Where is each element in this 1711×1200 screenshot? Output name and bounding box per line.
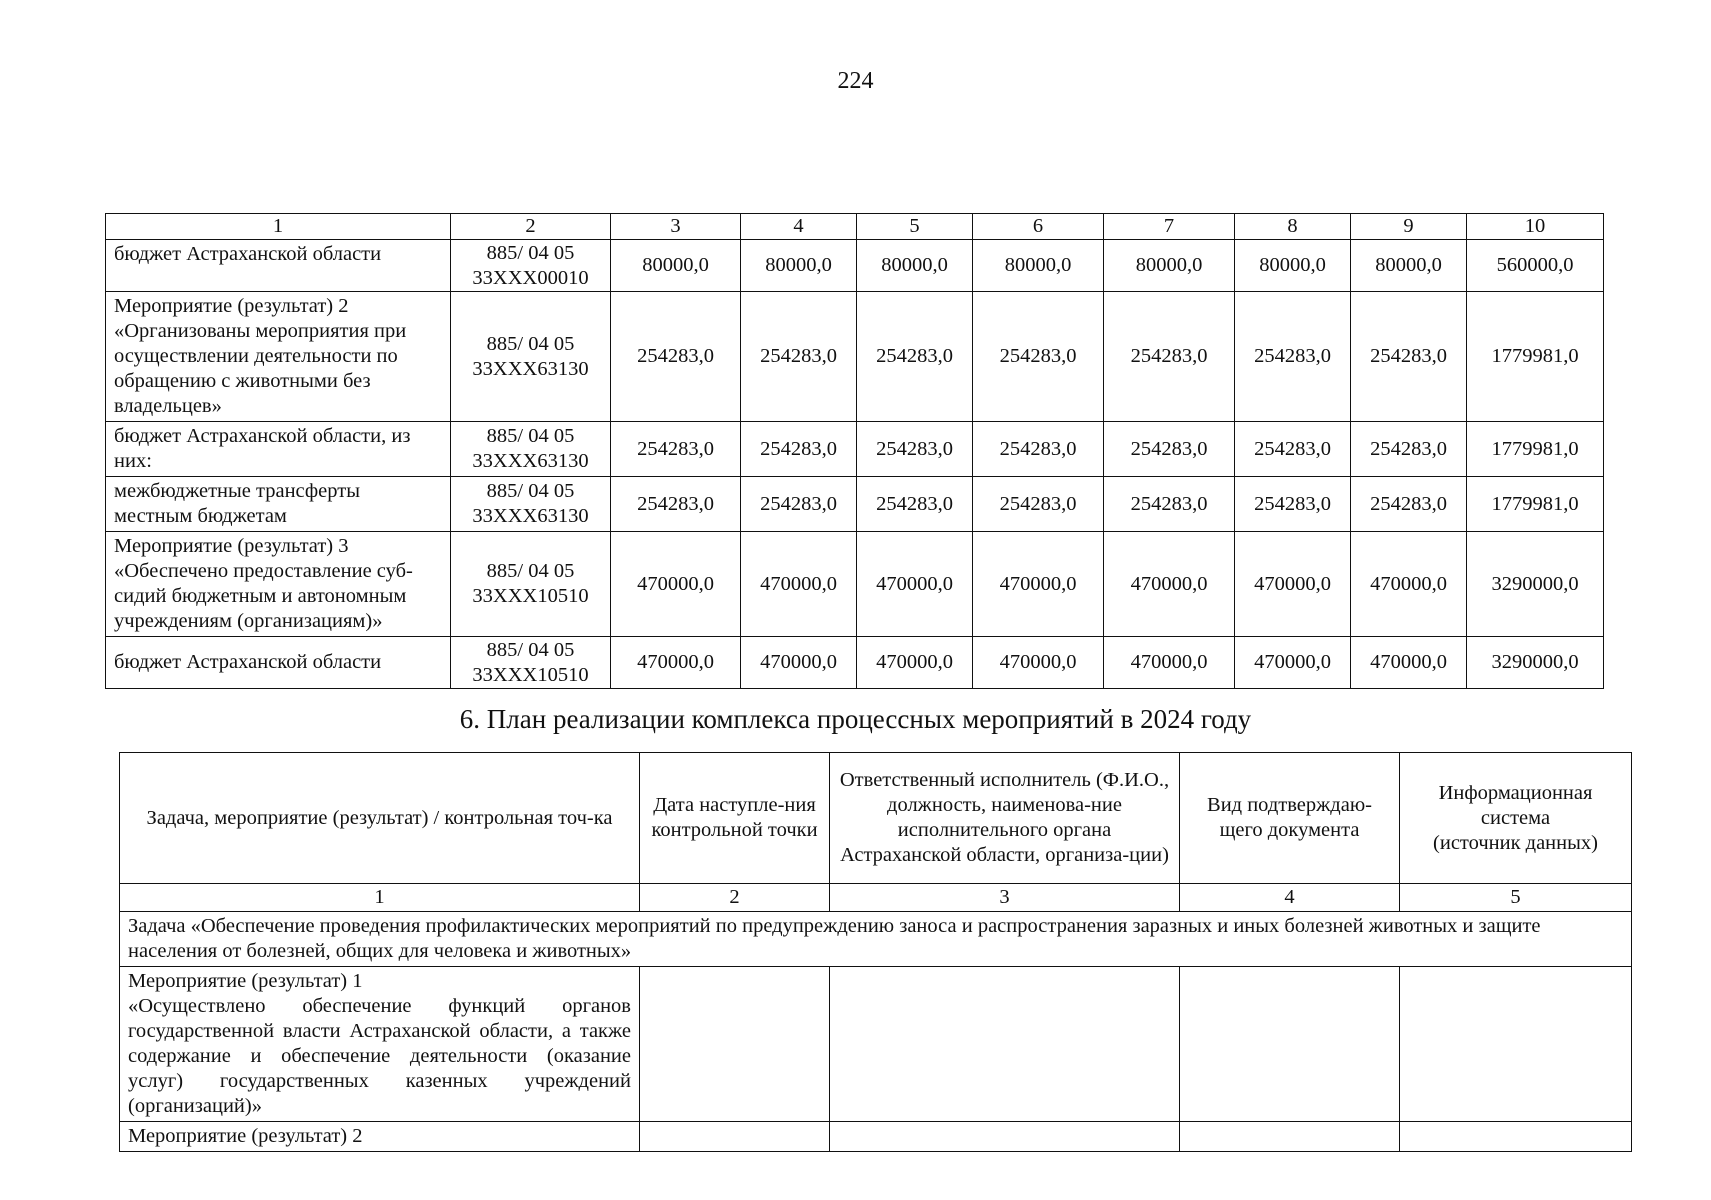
row-label: Мероприятие (результат) 2 «Организованы мероприятия при осуществлении деятельности по обращению с животными без владельцев» bbox=[106, 292, 451, 422]
value-cell: 80000,0 bbox=[1104, 240, 1235, 292]
plan-table-header bbox=[120, 753, 1632, 884]
header-cell: Вид подтверждаю-щего документа bbox=[1180, 753, 1400, 884]
column-number: 1 bbox=[120, 884, 640, 912]
column-number: 5 bbox=[1400, 884, 1632, 912]
value-cell: 470000,0 bbox=[1104, 637, 1235, 689]
value-cell: 254283,0 bbox=[741, 477, 857, 532]
total-cell: 1779981,0 bbox=[1467, 477, 1604, 532]
column-number: 9 bbox=[1351, 214, 1467, 240]
total-cell: 3290000,0 bbox=[1467, 637, 1604, 689]
column-number: 10 bbox=[1467, 214, 1604, 240]
value-cell: 470000,0 bbox=[1351, 637, 1467, 689]
value-cell: 470000,0 bbox=[857, 532, 973, 637]
value-cell: 254283,0 bbox=[1104, 477, 1235, 532]
header-cell: Информационная система (источник данных) bbox=[1400, 753, 1632, 884]
value-cell: 80000,0 bbox=[611, 240, 741, 292]
header-cell: Ответственный исполнитель (Ф.И.О., должность, наименова-ние исполнительного органа Астраханской области, организа-ции) bbox=[830, 753, 1180, 884]
value-cell: 254283,0 bbox=[1235, 477, 1351, 532]
column-number: 7 bbox=[1104, 214, 1235, 240]
funding-table-column-numbers bbox=[106, 214, 1604, 240]
column-number: 2 bbox=[451, 214, 611, 240]
value-cell: 254283,0 bbox=[1351, 422, 1467, 477]
table-row bbox=[120, 1122, 1632, 1152]
value-cell: 80000,0 bbox=[741, 240, 857, 292]
empty-cell bbox=[1400, 1122, 1632, 1152]
table-row bbox=[106, 477, 1604, 532]
page-number: 224 bbox=[837, 68, 874, 94]
value-cell: 254283,0 bbox=[857, 477, 973, 532]
column-number: 4 bbox=[1180, 884, 1400, 912]
column-number: 2 bbox=[640, 884, 830, 912]
value-cell: 80000,0 bbox=[1351, 240, 1467, 292]
column-number: 3 bbox=[830, 884, 1180, 912]
row-label: бюджет Астраханской области bbox=[106, 637, 451, 689]
column-number: 8 bbox=[1235, 214, 1351, 240]
value-cell: 254283,0 bbox=[973, 292, 1104, 422]
value-cell: 254283,0 bbox=[1351, 292, 1467, 422]
value-cell: 470000,0 bbox=[973, 532, 1104, 637]
plan-table-column-numbers bbox=[120, 884, 1632, 912]
row-label: Мероприятие (результат) 3 «Обеспечено предоставление суб-сидий бюджетным и автономным учреждениям (организациям)» bbox=[106, 532, 451, 637]
value-cell: 80000,0 bbox=[1235, 240, 1351, 292]
event-cell: Мероприятие (результат) 2 bbox=[120, 1122, 640, 1152]
value-cell: 470000,0 bbox=[1235, 532, 1351, 637]
total-cell: 1779981,0 bbox=[1467, 422, 1604, 477]
row-label: межбюджетные трансферты местным бюджетам bbox=[106, 477, 451, 532]
empty-cell bbox=[640, 1122, 830, 1152]
section-title: 6. План реализации комплекса процессных мероприятий в 2024 году bbox=[459, 704, 1252, 734]
value-cell: 470000,0 bbox=[741, 637, 857, 689]
value-cell: 80000,0 bbox=[857, 240, 973, 292]
value-cell: 80000,0 bbox=[973, 240, 1104, 292]
value-cell: 254283,0 bbox=[741, 292, 857, 422]
value-cell: 254283,0 bbox=[611, 292, 741, 422]
value-cell: 254283,0 bbox=[1104, 422, 1235, 477]
value-cell: 470000,0 bbox=[973, 637, 1104, 689]
value-cell: 254283,0 bbox=[1351, 477, 1467, 532]
total-cell: 3290000,0 bbox=[1467, 532, 1604, 637]
empty-cell bbox=[1400, 967, 1632, 1122]
row-label: бюджет Астраханской области, из них: bbox=[106, 422, 451, 477]
budget-code: 885/ 04 05 33ХХХ63130 bbox=[451, 292, 611, 422]
task-row bbox=[120, 912, 1632, 967]
empty-cell bbox=[1180, 967, 1400, 1122]
funding-table bbox=[105, 213, 1604, 689]
header-cell: Дата наступле-ния контрольной точки bbox=[640, 753, 830, 884]
column-number: 1 bbox=[106, 214, 451, 240]
empty-cell bbox=[640, 967, 830, 1122]
value-cell: 254283,0 bbox=[857, 292, 973, 422]
value-cell: 254283,0 bbox=[741, 422, 857, 477]
table-row bbox=[120, 967, 1632, 1122]
empty-cell bbox=[830, 967, 1180, 1122]
value-cell: 470000,0 bbox=[611, 637, 741, 689]
total-cell: 1779981,0 bbox=[1467, 292, 1604, 422]
value-cell: 254283,0 bbox=[973, 477, 1104, 532]
value-cell: 470000,0 bbox=[1235, 637, 1351, 689]
table-row bbox=[106, 422, 1604, 477]
table-row bbox=[106, 240, 1604, 292]
plan-table bbox=[119, 752, 1632, 1152]
value-cell: 470000,0 bbox=[857, 637, 973, 689]
table-row bbox=[106, 292, 1604, 422]
value-cell: 254283,0 bbox=[1235, 422, 1351, 477]
value-cell: 470000,0 bbox=[611, 532, 741, 637]
budget-code: 885/ 04 05 33ХХХ63130 bbox=[451, 477, 611, 532]
value-cell: 254283,0 bbox=[857, 422, 973, 477]
task-cell: Задача «Обеспечение проведения профилактических мероприятий по предупреждению заноса и распространения заразных и иных болезней животных и защите населения от болезней, общих для человека и животных» bbox=[120, 912, 1632, 967]
empty-cell bbox=[1180, 1122, 1400, 1152]
column-number: 5 bbox=[857, 214, 973, 240]
budget-code: 885/ 04 05 33ХХХ10510 bbox=[451, 637, 611, 689]
value-cell: 470000,0 bbox=[1104, 532, 1235, 637]
budget-code: 885/ 04 05 33ХХХ00010 bbox=[451, 240, 611, 292]
column-number: 3 bbox=[611, 214, 741, 240]
table-row bbox=[106, 637, 1604, 689]
empty-cell bbox=[830, 1122, 1180, 1152]
row-label: бюджет Астраханской области bbox=[106, 240, 451, 292]
value-cell: 470000,0 bbox=[1351, 532, 1467, 637]
value-cell: 254283,0 bbox=[973, 422, 1104, 477]
value-cell: 470000,0 bbox=[741, 532, 857, 637]
header-cell: Задача, мероприятие (результат) / контрольная точ-ка bbox=[120, 753, 640, 884]
column-number: 4 bbox=[741, 214, 857, 240]
total-cell: 560000,0 bbox=[1467, 240, 1604, 292]
table-row bbox=[106, 532, 1604, 637]
budget-code: 885/ 04 05 33ХХХ10510 bbox=[451, 532, 611, 637]
value-cell: 254283,0 bbox=[611, 477, 741, 532]
budget-code: 885/ 04 05 33ХХХ63130 bbox=[451, 422, 611, 477]
event-cell: Мероприятие (результат) 1 «Осуществлено обеспечение функций органов государственной власти Астраханской области, а также содержание и обеспечение деятельности (оказание услуг) государственных казенных учреждений (организаций)» bbox=[120, 967, 640, 1122]
value-cell: 254283,0 bbox=[611, 422, 741, 477]
value-cell: 254283,0 bbox=[1104, 292, 1235, 422]
column-number: 6 bbox=[973, 214, 1104, 240]
value-cell: 254283,0 bbox=[1235, 292, 1351, 422]
